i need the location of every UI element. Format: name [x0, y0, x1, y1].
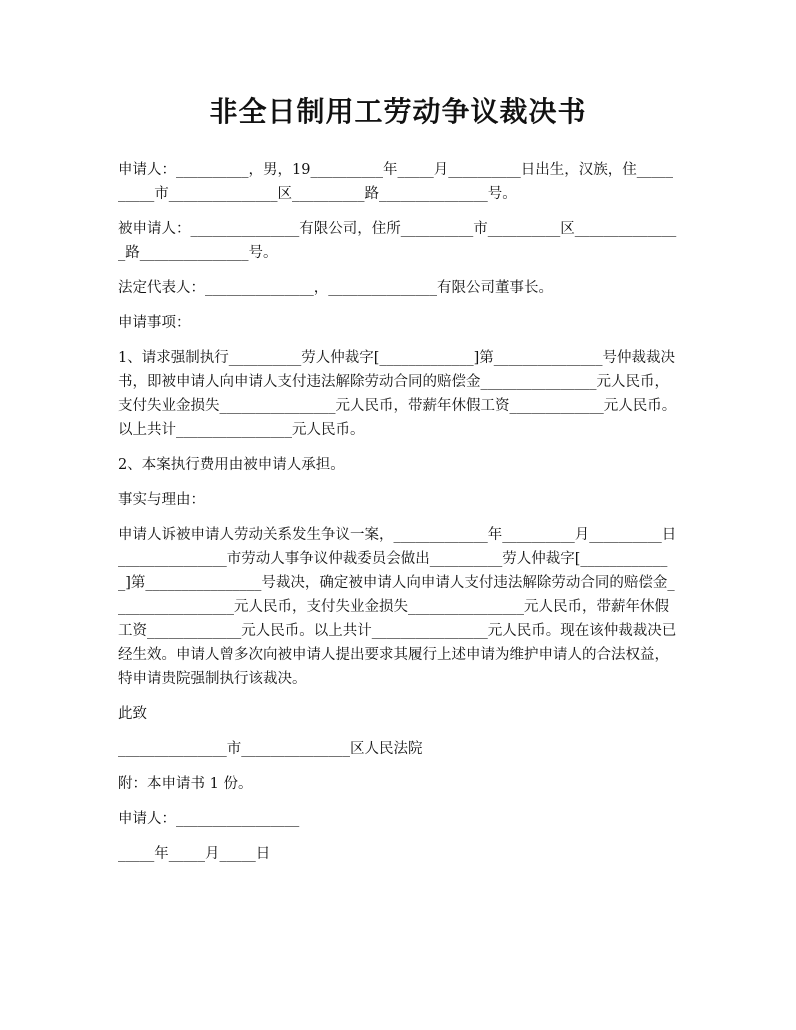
attachment-note: 附：本申请书 1 份。	[118, 776, 253, 792]
facts-body: 申请人诉被申请人劳动关系发生争议一案，_____________年__________月__________日_______________市劳动人事争议仲裁委员会做出__________劳人仲裁字[_____________]第________________号裁决，确定被申请人向申请人支付违法解除劳动合同的赔偿金_________________元人民币，支付失业金损失________________元人民币，带薪年休假工资_____________元人民币。以上共计________________元人民币。现在该仲裁裁决已经生效。申请人曾多次向被申请人提出要求其履行上述申请为维护申请人的合法权益，特申请贵院强制执行该裁决。	[118, 527, 677, 687]
facts-heading: 事实与理由：	[118, 492, 205, 508]
claim-item-1: 1、请求强制执行__________劳人仲裁字[_____________]第_______________号仲裁裁决书，即被申请人向申请人支付违法解除劳动合同的赔偿金________________元人民币，支付失业金损失________________元人民币，带薪年休假工资_____________元人民币。以上共计________________元人民币。	[118, 350, 677, 438]
claims-heading: 申请事项：	[118, 315, 191, 331]
claim-item-2: 2、本案执行费用由被申请人承担。	[118, 457, 345, 473]
document-title: 非全日制用工劳动争议裁决书	[209, 95, 587, 128]
legal-representative: 法定代表人：_______________，_______________有限公司董事长。	[118, 280, 553, 296]
salutation: 此致	[118, 706, 147, 722]
court-addressee: _______________市_______________区人民法院	[118, 741, 423, 757]
signature-applicant: 申请人：_________________	[118, 811, 300, 827]
applicant-info: 申请人：__________，男，19__________年_____月__________日出生，汉族，住__________市_______________区__________路_______________号。	[118, 162, 673, 202]
respondent-info: 被申请人：_______________有限公司，住所__________市__________区_______________路_______________号。	[118, 221, 677, 261]
signature-date: _____年_____月_____日	[118, 846, 271, 862]
